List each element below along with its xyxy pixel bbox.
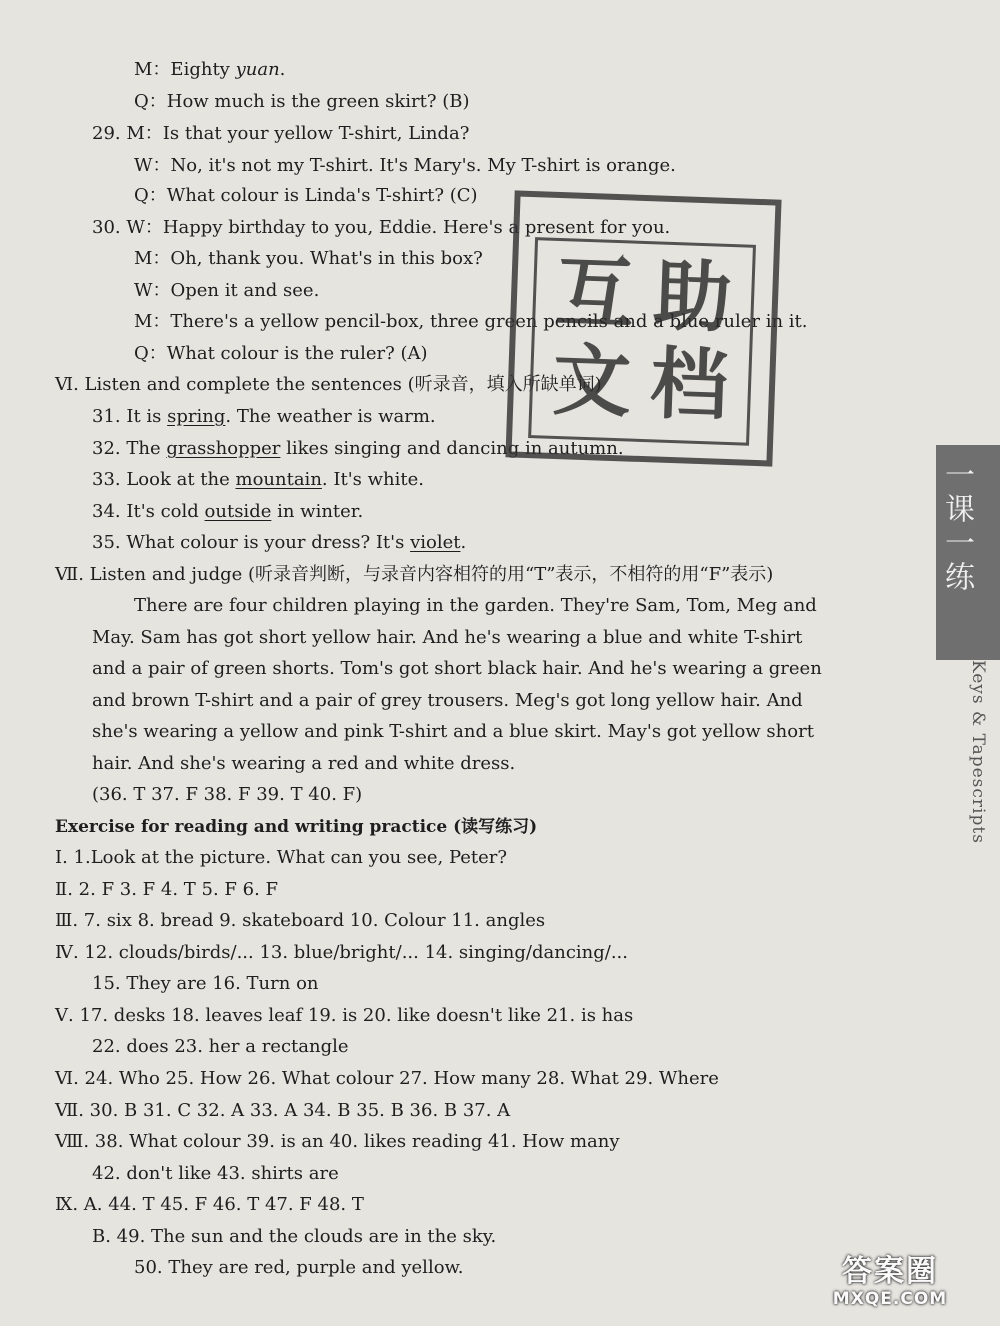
stamp-char: 助 [651, 251, 733, 345]
sentence-text: in winter. [271, 501, 364, 522]
answer-line: Ⅷ. 38. What colour 39. is an 40. likes reading 41. How many [55, 1131, 620, 1152]
chapter-tab-label: 一课一练 [939, 459, 974, 595]
paragraph-line: and brown T-shirt and a pair of grey trousers. Meg's got long yellow hair. And [92, 690, 803, 711]
section-side-label: Keys & Tapescripts [968, 660, 988, 844]
dialogue-line: 30. W：Happy birthday to you, Eddie. Here's a present for you. [92, 217, 671, 238]
sentence-text: 32. The [92, 438, 167, 459]
answer-line: 50. They are red, purple and yellow. [134, 1257, 464, 1278]
dialogue-line: W：Open it and see. [134, 280, 320, 301]
sentence-33 [92, 468, 424, 492]
sentence-text: . It's white. [321, 469, 424, 490]
sentence-31 [92, 405, 436, 429]
line-text: M：Eighty [134, 59, 236, 80]
answer-line: Ⅲ. 7. six 8. bread 9. skateboard 10. Colour 11. angles [55, 910, 546, 931]
yuan-word: yuan [235, 59, 280, 80]
sentence-text: 31. It is [92, 406, 168, 427]
dialogue-line: W：No, it's not my T-shirt. It's Mary's. My T-shirt is orange. [134, 155, 676, 176]
answer-word: spring [167, 406, 226, 427]
watermark-url: MXQE.COM [832, 1289, 948, 1309]
paragraph-line: hair. And she's wearing a red and white dress. [92, 753, 516, 774]
answer-line: Ⅵ. 24. Who 25. How 26. What colour 27. How many 28. What 29. Where [55, 1068, 719, 1089]
stamp-char: 互 [554, 247, 636, 341]
exercise-title: Exercise for reading and writing practice (读写练习) [55, 817, 538, 837]
sentence-text: . [460, 532, 467, 553]
stamp-characters [542, 249, 743, 432]
dialogue-line: Q：What colour is Linda's T-shirt? (C) [134, 185, 478, 206]
paragraph-line: There are four children playing in the garden. They're Sam, Tom, Meg and [134, 595, 817, 616]
sentence-text: 34. It's cold [92, 501, 205, 522]
section-heading: Ⅶ. Listen and judge (听录音判断，与录音内容相符的用“T”表示，不相符的用“F”表示) [55, 564, 774, 585]
watermark-title: 答案圈 [842, 1254, 938, 1289]
watermark-logo [790, 1255, 990, 1315]
sentence-text: likes singing and dancing in autumn. [280, 438, 624, 459]
answer-line: (36. T 37. F 38. F 39. T 40. F) [92, 784, 363, 805]
dialogue-line: 29. M：Is that your yellow T-shirt, Linda? [92, 123, 470, 144]
dialogue-line: Q：What colour is the ruler? (A) [134, 343, 428, 364]
period: . [279, 59, 286, 80]
answer-line: Ⅰ. 1.Look at the picture. What can you see, Peter? [55, 847, 508, 868]
sentence-text: . The weather is warm. [225, 406, 436, 427]
answer-line: 15. They are 16. Turn on [92, 973, 319, 994]
stamp-char: 文 [551, 335, 633, 429]
dialogue-line [134, 58, 285, 82]
sentence-35 [92, 531, 466, 555]
chapter-tab [936, 445, 1000, 660]
dialogue-line: Q：How much is the green skirt? (B) [134, 91, 470, 112]
section-heading: Ⅵ. Listen and complete the sentences (听录音，填入所缺单词) [55, 374, 602, 395]
sentence-34 [92, 500, 363, 524]
answer-word: outside [204, 501, 272, 522]
answer-line: Ⅸ. A. 44. T 45. F 46. T 47. F 48. T [55, 1194, 364, 1215]
paragraph-line: May. Sam has got short yellow hair. And he's wearing a blue and white T-shirt [92, 627, 803, 648]
stamp-inner-frame [528, 237, 756, 446]
answer-line: Ⅳ. 12. clouds/birds/... 13. blue/bright/... 14. singing/dancing/... [55, 942, 629, 963]
answer-word: violet [410, 532, 461, 553]
sentence-text: 35. What colour is your dress? It's [92, 532, 411, 553]
answer-word: mountain [235, 469, 322, 490]
answer-line: Ⅱ. 2. F 3. F 4. T 5. F 6. F [55, 879, 279, 900]
answer-line: B. 49. The sun and the clouds are in the sky. [92, 1226, 497, 1247]
stamp-seal [505, 190, 781, 466]
answer-line: 22. does 23. her a rectangle [92, 1036, 349, 1057]
answer-line: Ⅶ. 30. B 31. C 32. A 33. A 34. B 35. B 36. B 37. A [55, 1100, 511, 1121]
answer-line: Ⅴ. 17. desks 18. leaves leaf 19. is 20. like doesn't like 21. is has [55, 1005, 634, 1026]
paragraph-line: and a pair of green shorts. Tom's got short black hair. And he's wearing a green [92, 658, 822, 679]
answer-line: 42. don't like 43. shirts are [92, 1163, 339, 1184]
paragraph-line: she's wearing a yellow and pink T-shirt and a blue skirt. May's got yellow short [92, 721, 814, 742]
sentence-text: 33. Look at the [92, 469, 236, 490]
stamp-char: 档 [648, 339, 730, 432]
dialogue-line: M：There's a yellow pencil-box, three green pencils and a blue ruler in it. [134, 311, 808, 332]
dialogue-line: M：Oh, thank you. What's in this box? [134, 248, 483, 269]
answer-word: grasshopper [166, 438, 281, 459]
